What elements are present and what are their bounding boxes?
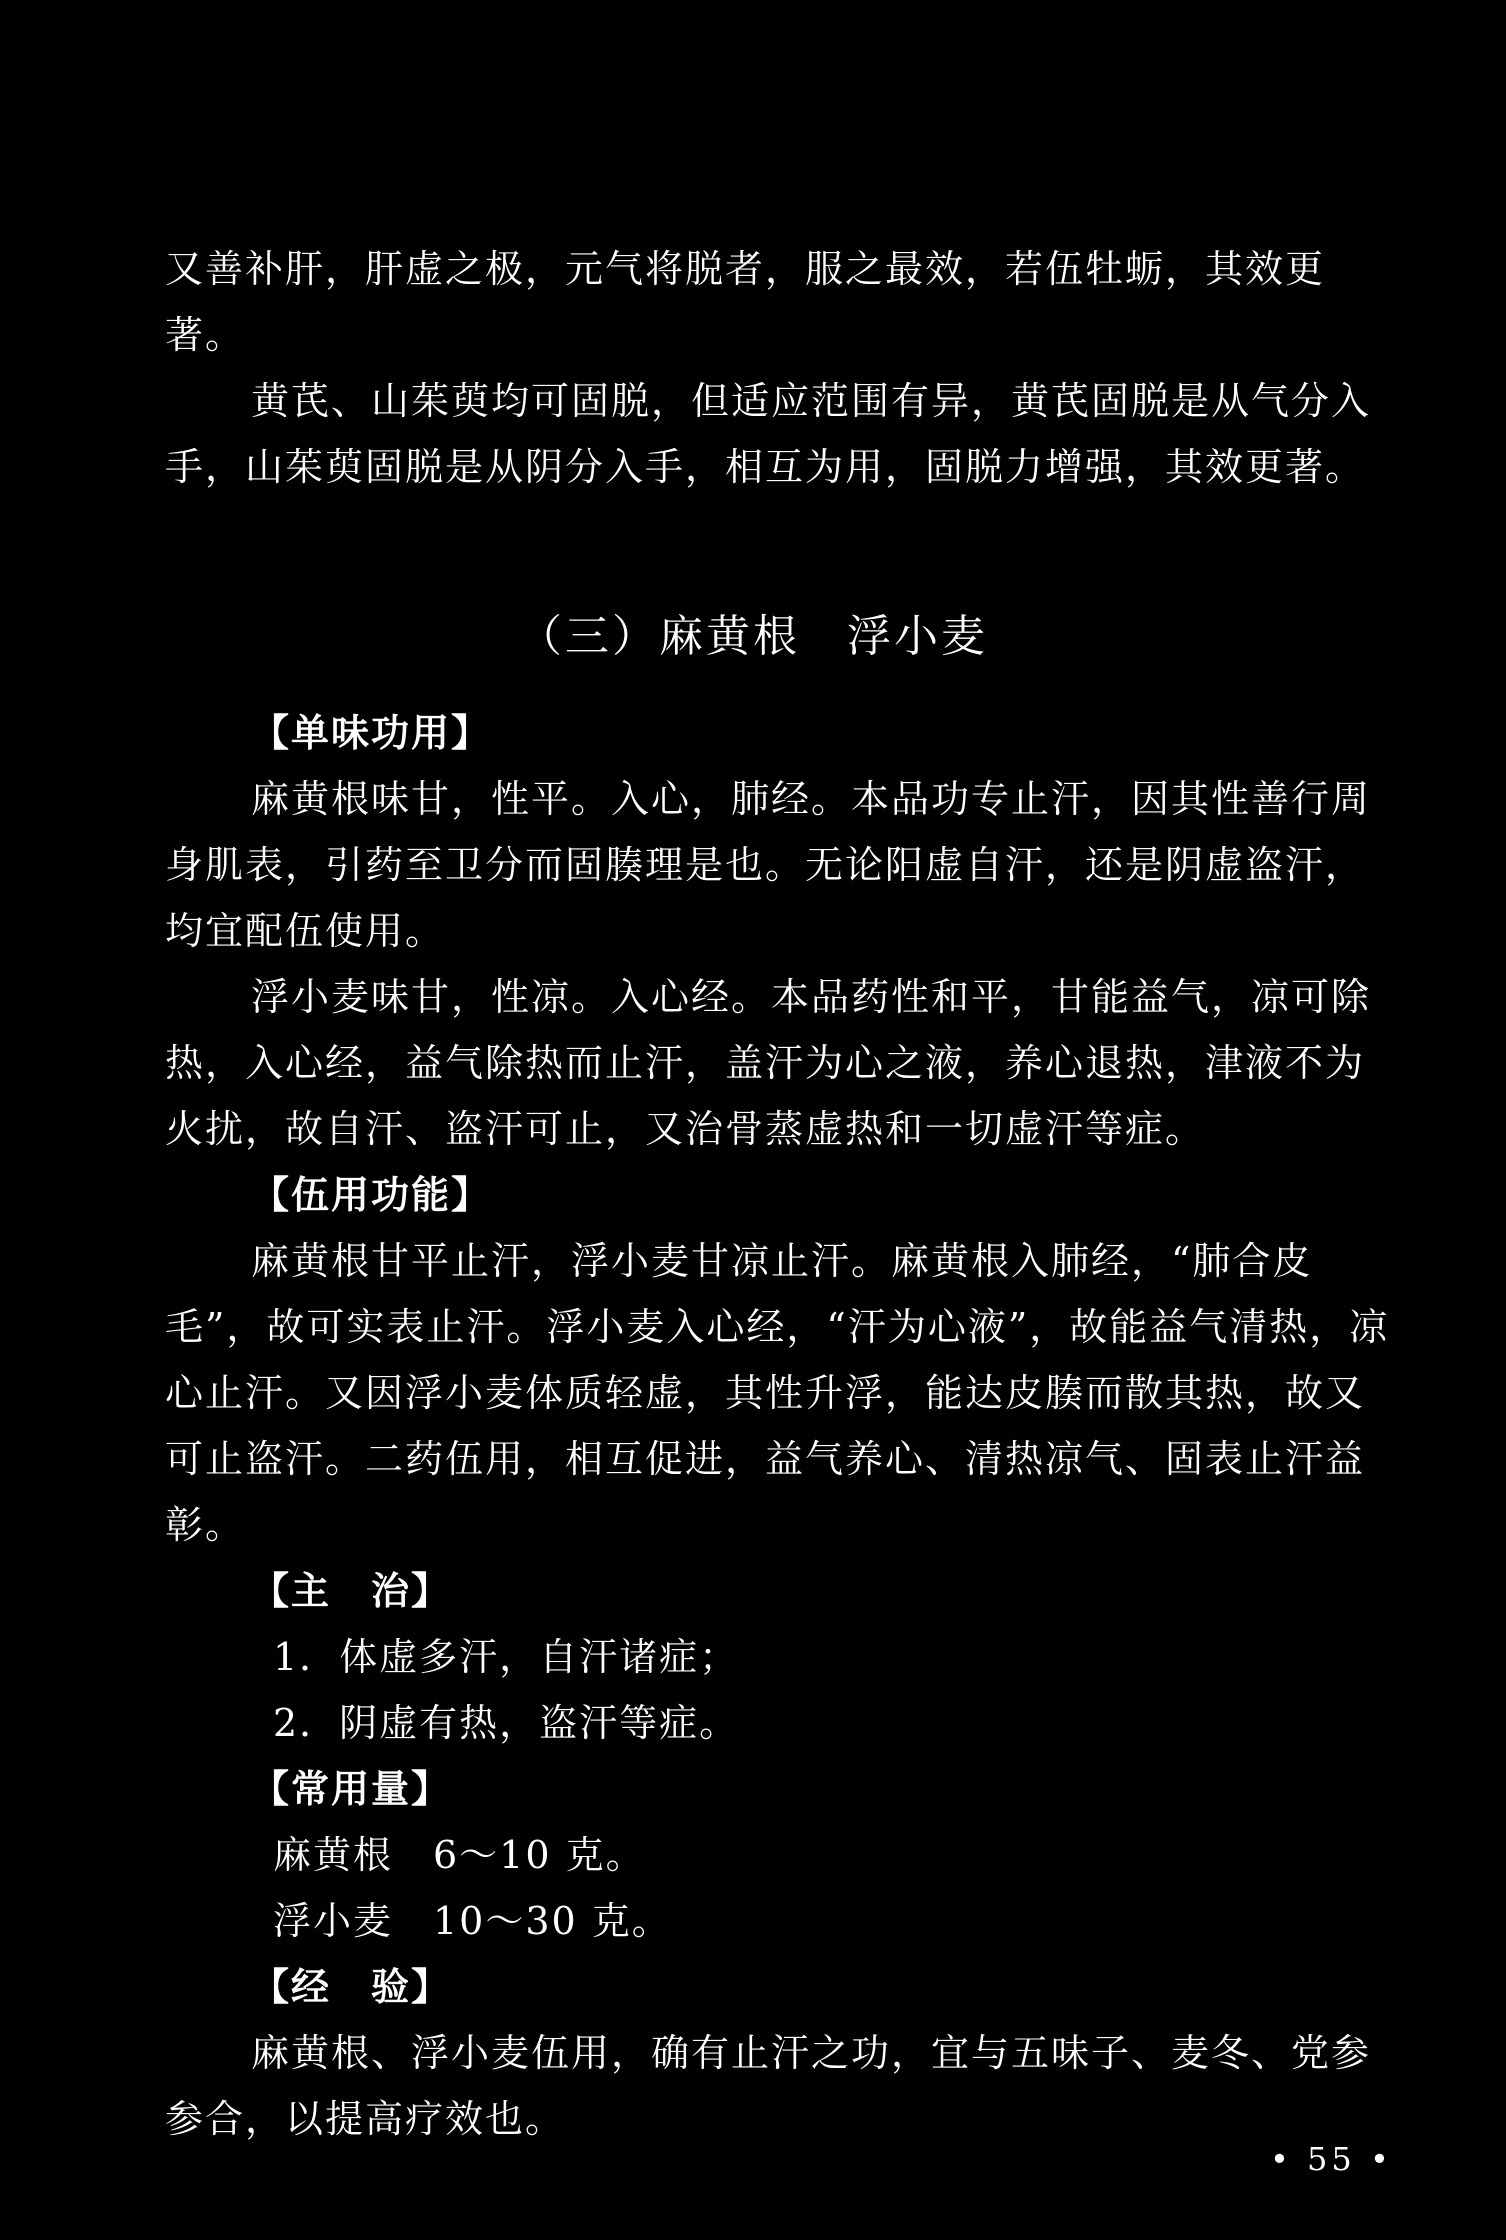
intro-block xyxy=(165,236,1395,500)
intro-paragraph-1: 又善补肝，肝虚之极，元气将脱者，服之最效，若伍牡蛎，其效更著。 xyxy=(165,247,1326,357)
section-title: （三）麻黄根 浮小麦 xyxy=(518,611,988,662)
page-number: • 55 • xyxy=(1270,2140,1393,2178)
dosage-item-1: 麻黄根 6～10 克。 xyxy=(273,1833,646,1877)
combined-function-label: 【伍用功能】 xyxy=(251,1173,492,1217)
main-block xyxy=(165,700,1395,2152)
experience-paragraph: 麻黄根、浮小麦伍用，确有止汗之功，宜与五味子、麦冬、党参参合，以提高疗效也。 xyxy=(165,2031,1372,2141)
dosage-item-2: 浮小麦 10～30 克。 xyxy=(273,1899,672,1943)
combined-function-paragraph: 麻黄根甘平止汗，浮小麦甘凉止汗。麻黄根入肺经，“肺合皮毛”，故可实表止汗。浮小麦入心经，“汗为心液”，故能益气清热，凉心止汗。又因浮小麦体质轻虚，其性升浮，能达皮腠而散其热，故又可止盗汗。二药伍用，相互促进，益气养心、清热凉气、固表止汗益彰。 xyxy=(165,1239,1390,1547)
indications-label: 【主 治】 xyxy=(251,1569,452,1613)
indication-item-2: 2．阴虚有热，盗汗等症。 xyxy=(273,1701,740,1745)
dosage-label: 【常用量】 xyxy=(251,1767,452,1811)
experience-label: 【经 验】 xyxy=(251,1965,452,2009)
single-function-paragraph-1: 麻黄根味甘，性平。入心，肺经。本品功专止汗，因其性善行周身肌表，引药至卫分而固腠理是也。无论阳虚自汗，还是阴虚盗汗，均宜配伍使用。 xyxy=(165,777,1372,953)
single-function-label: 【单味功用】 xyxy=(251,711,492,755)
indication-item-1: 1．体虚多汗，自汗诸症； xyxy=(273,1635,740,1679)
intro-paragraph-2: 黄芪、山茱萸均可固脱，但适应范围有异，黄芪固脱是从气分入手，山茱萸固脱是从阴分入手，相互为用，固脱力增强，其效更著。 xyxy=(165,379,1372,489)
single-function-paragraph-2: 浮小麦味甘，性凉。入心经。本品药性和平，甘能益气，凉可除热，入心经，益气除热而止汗，盖汗为心之液，养心退热，津液不为火扰，故自汗、盗汗可止，又治骨蒸虚热和一切虚汗等症。 xyxy=(165,975,1372,1151)
